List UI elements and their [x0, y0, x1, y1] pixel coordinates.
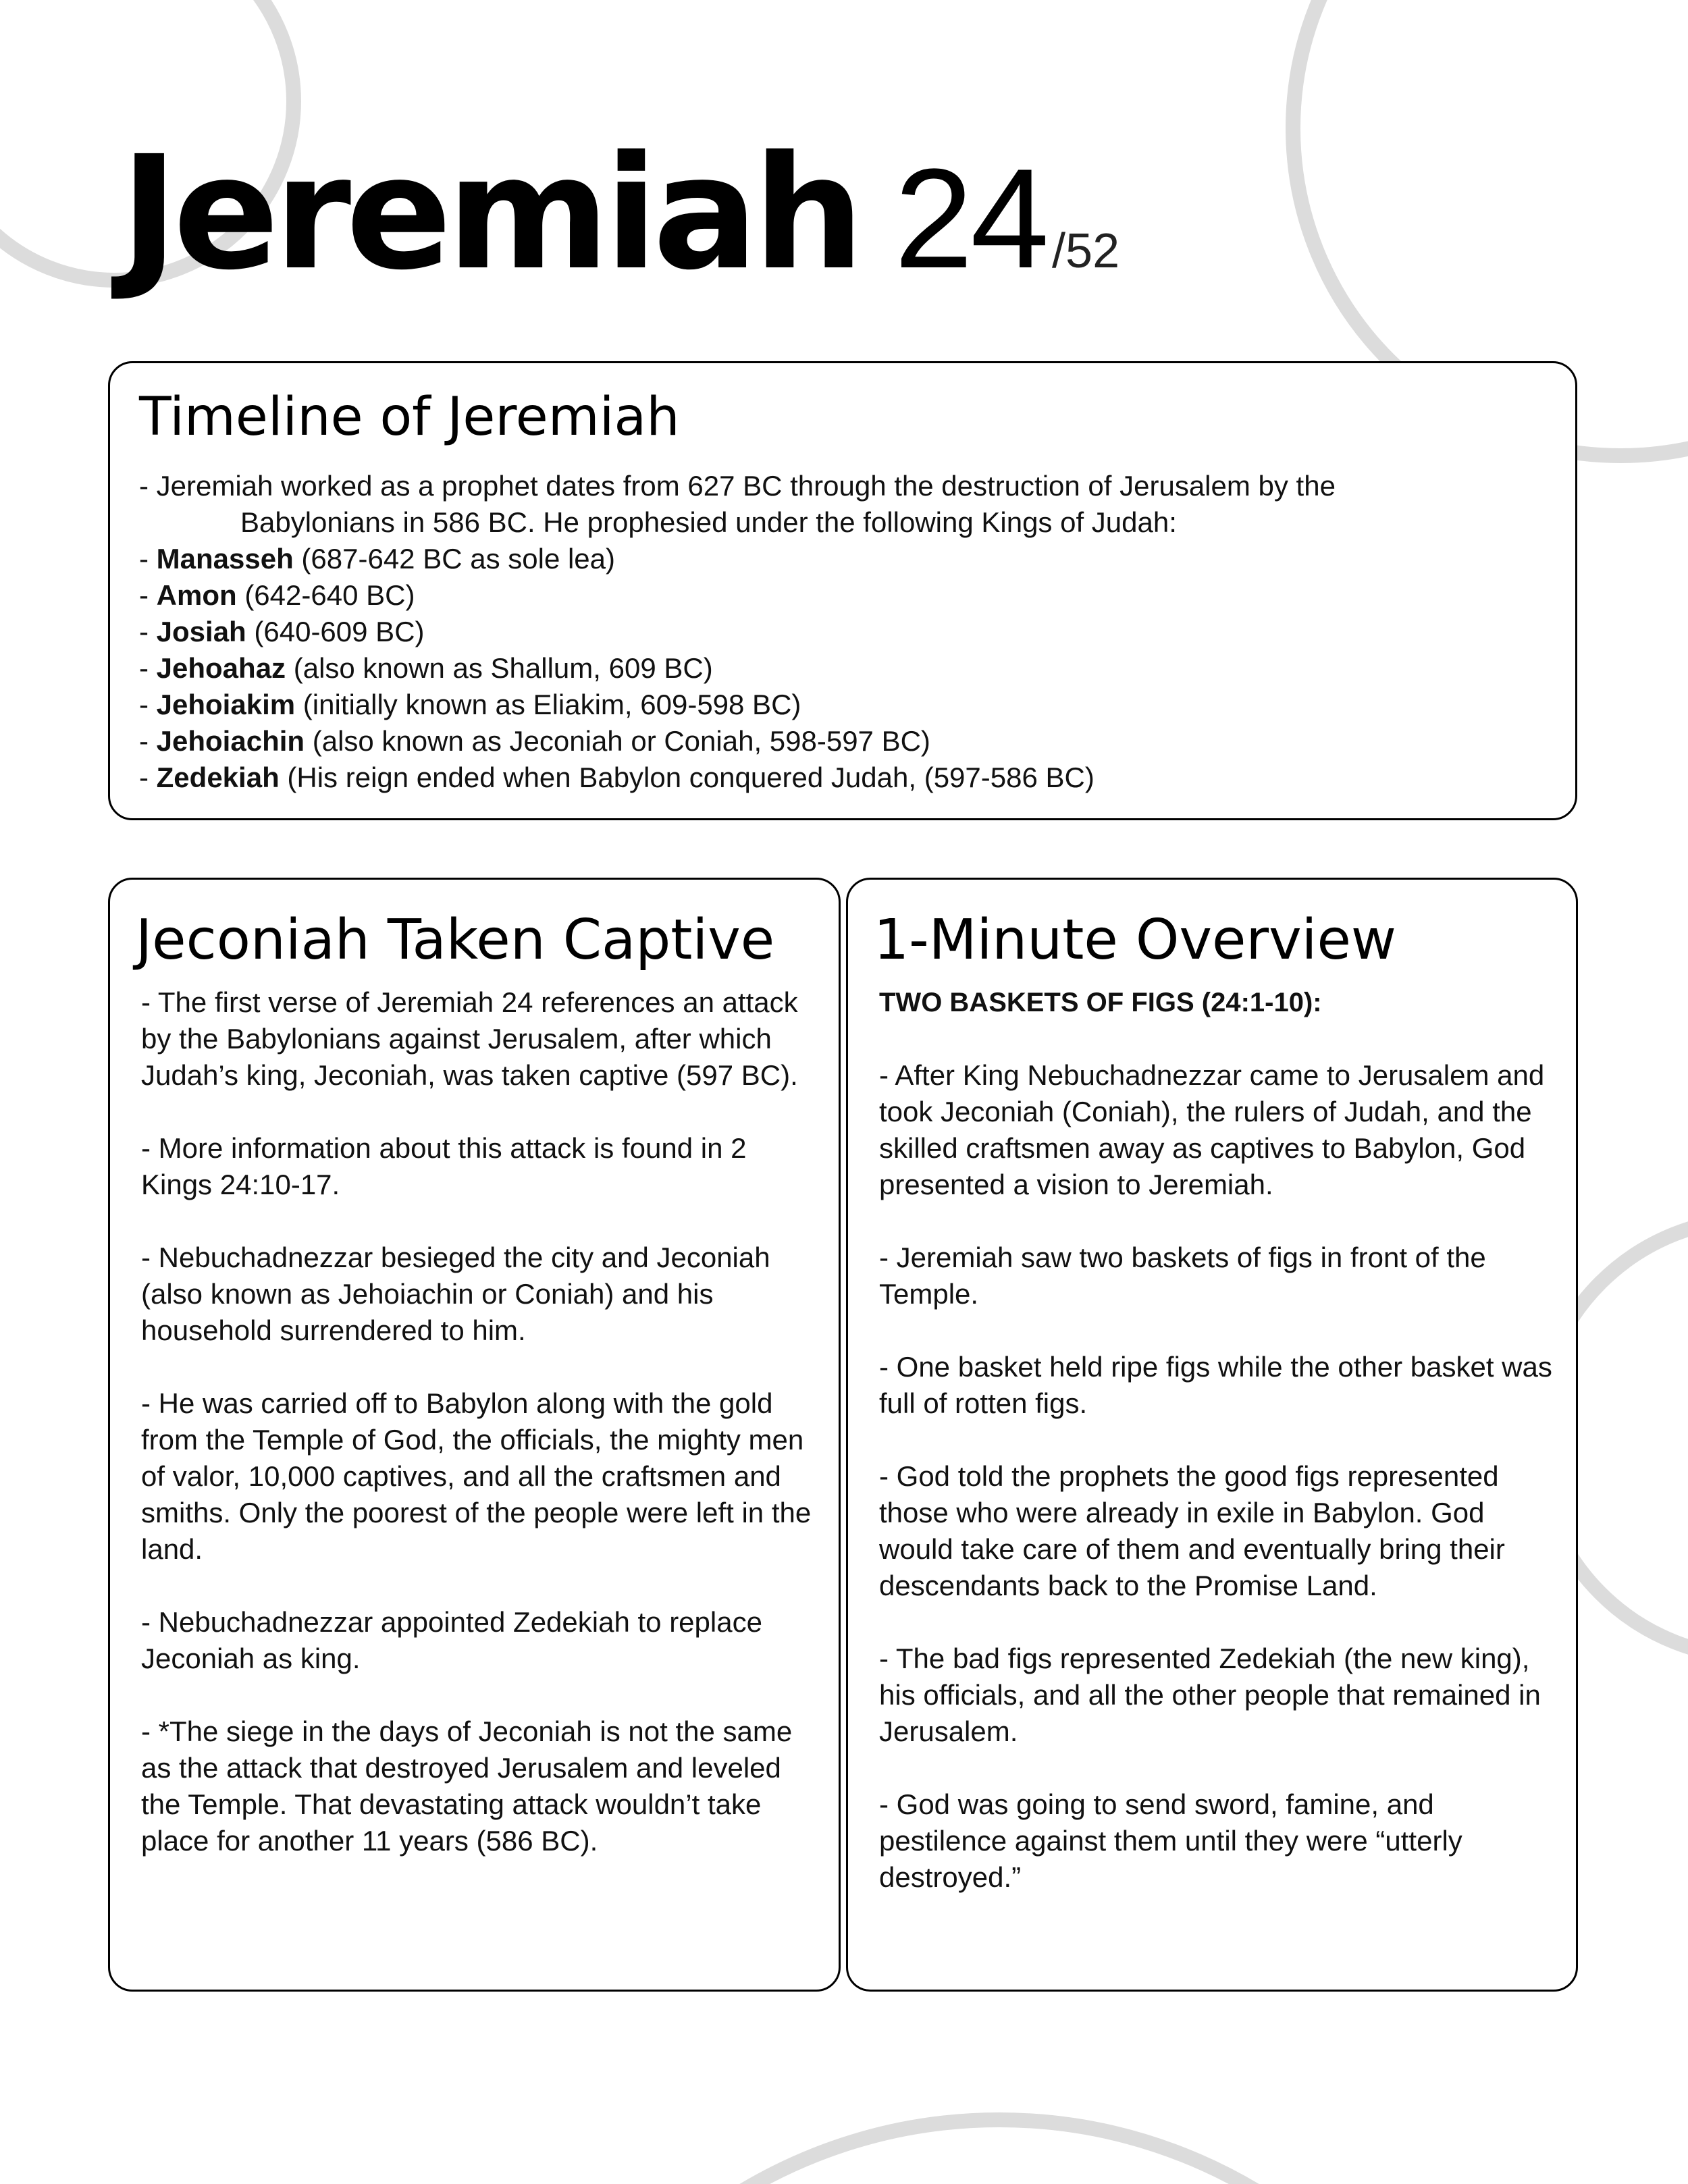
overview-paragraph: - Jeremiah saw two baskets of figs in front of the Temple. — [879, 1242, 1486, 1310]
captive-box — [108, 878, 841, 1992]
king-entry-josiah: - Josiah (640-609 BC) — [139, 616, 425, 647]
overview-paragraph: - After King Nebuchadnezzar came to Jerusalem and took Jeconiah (Coniah), the rulers of Judah, and the skilled craftsmen away as captives to Babylon, God presented a vision to Jeremiah. — [879, 1059, 1545, 1200]
captive-paragraph: - He was carried off to Babylon along with the gold from the Temple of God, the officials, the mighty men of valor, 10,000 captives, and all the craftsmen and smiths. Only the poorest of the people were left in the land. — [141, 1387, 812, 1565]
king-name: Jehoahaz — [156, 652, 286, 684]
king-entry-jehoiachin: - Jehoiachin (also known as Jeconiah or Coniah, 598-597 BC) — [139, 725, 930, 757]
king-detail: (642-640 BC) — [236, 579, 415, 611]
overview-title: 1-Minute Overview — [874, 908, 1396, 972]
captive-title: Jeconiah Taken Captive — [136, 908, 775, 972]
page-title — [120, 122, 1120, 304]
timeline-intro-line-1: - Jeremiah worked as a prophet dates from 627 BC through the destruction of Jerusalem by the — [139, 470, 1336, 502]
overview-paragraph: - God told the prophets the good figs represented those who were already in exile in Babylon. God would take care of them and eventually bring their descendants back to the Promise Land. — [879, 1460, 1505, 1601]
captive-paragraph: - Nebuchadnezzar appointed Zedekiah to replace Jeconiah as king. — [141, 1606, 762, 1674]
king-entry-zedekiah: - Zedekiah (His reign ended when Babylon conquered Judah, (597-586 BC) — [139, 762, 1094, 793]
king-name: Zedekiah — [156, 762, 280, 793]
chapter-total: /52 — [1052, 224, 1120, 278]
king-detail: (640-609 BC) — [246, 616, 425, 647]
king-name: Manasseh — [156, 543, 294, 575]
king-entry-amon: - Amon (642-640 BC) — [139, 579, 415, 611]
timeline-body — [139, 468, 1548, 796]
overview-paragraph: - One basket held ripe figs while the other basket was full of rotten figs. — [879, 1351, 1552, 1419]
king-name: Amon — [156, 579, 237, 611]
king-entry-jehoiakim: - Jehoiakim (initially known as Eliakim, 609-598 BC) — [139, 689, 801, 720]
book-name: Jeremiah — [120, 122, 860, 304]
overview-body — [879, 984, 1556, 1932]
king-detail: (initially known as Eliakim, 609-598 BC) — [295, 689, 801, 720]
captive-paragraph: - Nebuchadnezzar besieged the city and Jeconiah (also known as Jehoiachin or Coniah) and his household surrendered to him. — [141, 1242, 770, 1346]
overview-heading: TWO BASKETS OF FIGS (24:1-10): — [879, 988, 1322, 1017]
captive-paragraph: - More information about this attack is found in 2 Kings 24:10-17. — [141, 1132, 747, 1200]
chapter-number: 24 — [894, 139, 1047, 298]
timeline-box — [108, 361, 1577, 820]
king-name: Josiah — [156, 616, 246, 647]
king-entry-manasseh: - Manasseh (687-642 BC as sole lea) — [139, 543, 616, 575]
overview-paragraph: - The bad figs represented Zedekiah (the new king), his officials, and all the other people that remained in Jerusalem. — [879, 1643, 1541, 1747]
captive-body — [141, 984, 818, 1896]
overview-paragraph: - God was going to send sword, famine, and pestilence against them until they were “utterly destroyed.” — [879, 1788, 1462, 1893]
ring-bottom-center — [500, 2120, 1499, 2184]
overview-box — [846, 878, 1578, 1992]
king-name: Jehoiakim — [156, 689, 296, 720]
king-detail: (His reign ended when Babylon conquered Judah, (597-586 BC) — [279, 762, 1094, 793]
timeline-title: Timeline of Jeremiah — [139, 387, 680, 448]
king-name: Jehoiachin — [156, 725, 305, 757]
timeline-intro-line-2: Babylonians in 586 BC. He prophesied under the following Kings of Judah: — [240, 506, 1177, 538]
king-detail: (687-642 BC as sole lea) — [293, 543, 616, 575]
king-entry-jehoahaz: - Jehoahaz (also known as Shallum, 609 BC) — [139, 652, 713, 684]
king-detail: (also known as Shallum, 609 BC) — [286, 652, 713, 684]
captive-paragraph: - The first verse of Jeremiah 24 references an attack by the Babylonians against Jerusalem, after which Judah’s king, Jeconiah, was taken captive (597 BC). — [141, 986, 798, 1091]
king-detail: (also known as Jeconiah or Coniah, 598-597 BC) — [305, 725, 930, 757]
captive-paragraph: - *The siege in the days of Jeconiah is not the same as the attack that destroyed Jerusalem and leveled the Temple. That devastating attack wouldn’t take place for another 11 years (586 BC). — [141, 1715, 793, 1857]
